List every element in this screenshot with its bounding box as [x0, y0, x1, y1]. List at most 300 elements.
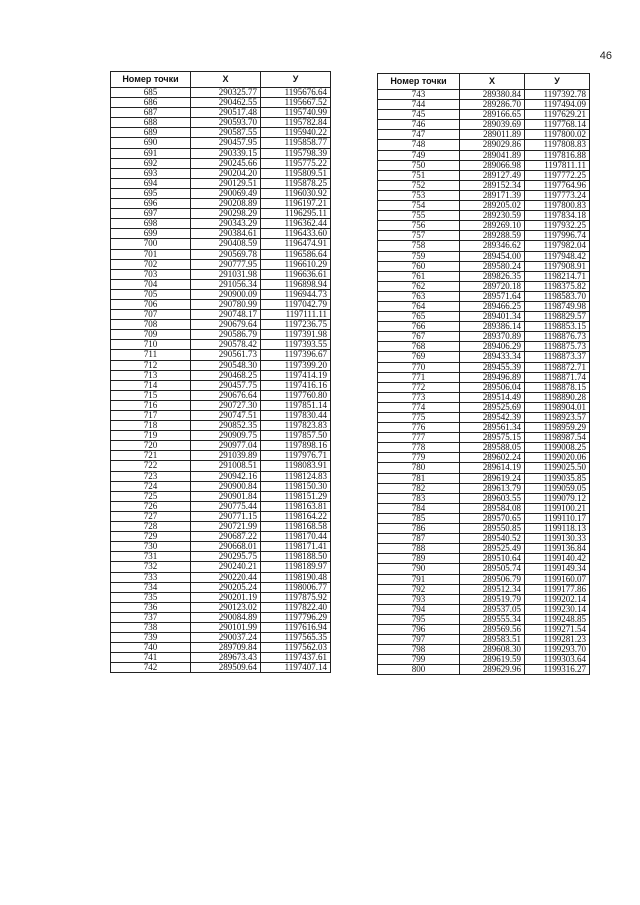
table-row	[378, 402, 590, 412]
y-coordinate-cell: 1197562.03	[261, 643, 331, 653]
point-number-cell: 763	[378, 291, 460, 301]
y-coordinate-cell: 1196898.94	[261, 279, 331, 289]
table-row	[111, 552, 331, 562]
point-number-cell: 790	[378, 564, 460, 574]
point-number-cell: 753	[378, 190, 460, 200]
table-row	[378, 281, 590, 291]
y-coordinate-cell: 1198904.01	[525, 402, 590, 412]
x-coordinate-cell: 289588.05	[460, 443, 525, 453]
x-coordinate-cell: 289540.52	[460, 534, 525, 544]
x-coordinate-cell: 289608.30	[460, 645, 525, 655]
y-coordinate-cell: 1199230.14	[525, 604, 590, 614]
x-coordinate-cell: 290775.44	[191, 501, 261, 511]
x-coordinate-cell: 289629.96	[460, 665, 525, 675]
point-number-cell: 758	[378, 241, 460, 251]
point-number-cell: 716	[111, 400, 191, 410]
y-coordinate-cell: 1199035.85	[525, 473, 590, 483]
x-coordinate-cell: 289406.29	[460, 342, 525, 352]
table-body-left	[111, 88, 331, 673]
table-row	[378, 544, 590, 554]
table-row	[378, 150, 590, 160]
y-coordinate-cell: 1198872.71	[525, 362, 590, 372]
point-number-cell: 768	[378, 342, 460, 352]
x-coordinate-cell: 289542.39	[460, 413, 525, 423]
table-row	[111, 138, 331, 148]
point-number-cell: 701	[111, 249, 191, 259]
y-coordinate-cell: 1197822.40	[261, 602, 331, 612]
x-coordinate-cell: 290205.24	[191, 582, 261, 592]
point-number-cell: 748	[378, 140, 460, 150]
y-coordinate-cell: 1196197.21	[261, 199, 331, 209]
y-coordinate-cell: 1198189.97	[261, 562, 331, 572]
y-coordinate-cell: 1197823.83	[261, 421, 331, 431]
table-row	[111, 572, 331, 582]
point-number-cell: 734	[111, 582, 191, 592]
x-coordinate-cell: 289166.65	[460, 110, 525, 120]
x-coordinate-cell: 290586.79	[191, 330, 261, 340]
x-coordinate-cell: 289580.24	[460, 261, 525, 271]
point-number-cell: 798	[378, 645, 460, 655]
coordinates-table-left	[110, 71, 331, 673]
point-number-cell: 744	[378, 100, 460, 110]
x-coordinate-cell: 290462.55	[191, 98, 261, 108]
table-row	[378, 433, 590, 443]
point-number-cell: 754	[378, 201, 460, 211]
point-number-cell: 715	[111, 390, 191, 400]
point-number-cell: 737	[111, 612, 191, 622]
x-coordinate-cell: 291008.51	[191, 461, 261, 471]
table-row	[378, 513, 590, 523]
x-coordinate-cell: 289230.59	[460, 211, 525, 221]
x-coordinate-cell: 289029.86	[460, 140, 525, 150]
x-coordinate-cell: 289512.34	[460, 584, 525, 594]
y-coordinate-cell: 1199110.17	[525, 513, 590, 523]
point-number-cell: 752	[378, 180, 460, 190]
x-coordinate-cell: 290245.66	[191, 158, 261, 168]
table-row	[378, 554, 590, 564]
x-coordinate-cell: 289401.34	[460, 312, 525, 322]
y-coordinate-cell: 1199149.34	[525, 564, 590, 574]
x-coordinate-cell: 289575.15	[460, 433, 525, 443]
y-coordinate-cell: 1198749.98	[525, 301, 590, 311]
y-coordinate-cell: 1198853.15	[525, 322, 590, 332]
y-coordinate-cell: 1197773.24	[525, 190, 590, 200]
x-coordinate-cell: 289386.14	[460, 322, 525, 332]
point-number-cell: 717	[111, 411, 191, 421]
point-number-cell: 749	[378, 150, 460, 160]
point-number-cell: 708	[111, 320, 191, 330]
y-coordinate-cell: 1199136.84	[525, 544, 590, 554]
y-coordinate-cell: 1197851.14	[261, 400, 331, 410]
x-coordinate-cell: 289602.24	[460, 453, 525, 463]
y-coordinate-cell: 1199079.12	[525, 493, 590, 503]
table-row	[378, 443, 590, 453]
table-row	[111, 168, 331, 178]
point-number-cell: 697	[111, 209, 191, 219]
point-number-cell: 694	[111, 178, 191, 188]
table-row	[378, 413, 590, 423]
point-number-cell: 778	[378, 443, 460, 453]
x-coordinate-cell: 289583.51	[460, 635, 525, 645]
x-coordinate-cell: 289286.70	[460, 100, 525, 110]
table-row	[111, 532, 331, 542]
point-number-cell: 777	[378, 433, 460, 443]
y-coordinate-cell: 1197437.61	[261, 653, 331, 663]
table-row	[378, 261, 590, 271]
table-row	[111, 118, 331, 128]
y-coordinate-cell: 1195809.51	[261, 168, 331, 178]
table-row	[378, 453, 590, 463]
table-row	[378, 372, 590, 382]
table-row	[378, 604, 590, 614]
point-number-cell: 789	[378, 554, 460, 564]
point-number-cell: 740	[111, 643, 191, 653]
table-row	[378, 221, 590, 231]
point-number-cell: 735	[111, 592, 191, 602]
table-row	[111, 431, 331, 441]
table-row	[111, 421, 331, 431]
y-coordinate-cell: 1197416.16	[261, 380, 331, 390]
x-coordinate-cell: 290747.51	[191, 411, 261, 421]
table-row	[378, 160, 590, 170]
y-coordinate-cell: 1198959.29	[525, 423, 590, 433]
x-coordinate-cell: 290900.84	[191, 481, 261, 491]
table-row	[111, 441, 331, 451]
y-coordinate-cell: 1198878.15	[525, 382, 590, 392]
point-number-cell: 723	[111, 471, 191, 481]
y-coordinate-cell: 1197898.16	[261, 441, 331, 451]
point-number-cell: 698	[111, 219, 191, 229]
x-coordinate-cell: 291031.98	[191, 269, 261, 279]
y-coordinate-cell: 1197834.18	[525, 211, 590, 221]
table-row	[111, 350, 331, 360]
y-coordinate-cell: 1197236.75	[261, 320, 331, 330]
x-coordinate-cell: 289826.35	[460, 271, 525, 281]
x-coordinate-cell: 289127.49	[460, 170, 525, 180]
y-coordinate-cell: 1199118.13	[525, 524, 590, 534]
x-coordinate-cell: 290069.49	[191, 188, 261, 198]
point-number-cell: 724	[111, 481, 191, 491]
table-row	[378, 594, 590, 604]
y-coordinate-cell: 1197811.11	[525, 160, 590, 170]
x-coordinate-cell: 289506.79	[460, 574, 525, 584]
y-coordinate-cell: 1198006.77	[261, 582, 331, 592]
y-coordinate-cell: 1199140.42	[525, 554, 590, 564]
table-row	[378, 342, 590, 352]
x-coordinate-cell: 290587.55	[191, 128, 261, 138]
y-coordinate-cell: 1198150.30	[261, 481, 331, 491]
x-coordinate-cell: 290548.30	[191, 360, 261, 370]
x-coordinate-cell: 290220.44	[191, 572, 261, 582]
point-number-cell: 710	[111, 340, 191, 350]
table-row	[111, 663, 331, 673]
x-coordinate-cell: 290325.77	[191, 88, 261, 98]
x-coordinate-cell: 289519.79	[460, 594, 525, 604]
point-number-cell: 774	[378, 402, 460, 412]
x-coordinate-cell: 289525.69	[460, 402, 525, 412]
point-number-cell: 689	[111, 128, 191, 138]
x-coordinate-cell: 289011.89	[460, 130, 525, 140]
table-row	[378, 645, 590, 655]
x-coordinate-cell: 289205.02	[460, 201, 525, 211]
x-coordinate-cell: 290457.95	[191, 138, 261, 148]
table-row	[111, 239, 331, 249]
y-coordinate-cell: 1198170.44	[261, 532, 331, 542]
y-coordinate-cell: 1198171.41	[261, 542, 331, 552]
y-coordinate-cell: 1198163.81	[261, 501, 331, 511]
table-row	[378, 655, 590, 665]
point-number-cell: 722	[111, 461, 191, 471]
x-coordinate-cell: 289673.43	[191, 653, 261, 663]
point-number-cell: 691	[111, 148, 191, 158]
y-coordinate-cell: 1198151.29	[261, 491, 331, 501]
x-coordinate-cell: 290578.42	[191, 340, 261, 350]
x-coordinate-cell: 290852.35	[191, 421, 261, 431]
table-row	[378, 382, 590, 392]
table-row	[378, 584, 590, 594]
y-coordinate-cell: 1199248.85	[525, 614, 590, 624]
table-row	[111, 188, 331, 198]
y-coordinate-cell: 1197111.11	[261, 310, 331, 320]
table-row	[111, 491, 331, 501]
x-coordinate-cell: 289569.56	[460, 624, 525, 634]
point-number-cell: 687	[111, 108, 191, 118]
x-coordinate-cell: 289454.00	[460, 251, 525, 261]
x-coordinate-cell: 290298.29	[191, 209, 261, 219]
x-coordinate-cell: 290037.24	[191, 633, 261, 643]
x-coordinate-cell: 289506.04	[460, 382, 525, 392]
point-number-cell: 755	[378, 211, 460, 221]
table-row	[111, 370, 331, 380]
table-row	[111, 592, 331, 602]
y-coordinate-cell: 1196610.29	[261, 259, 331, 269]
table-row	[111, 562, 331, 572]
y-coordinate-cell: 1198871.74	[525, 372, 590, 382]
table-row	[378, 190, 590, 200]
point-number-cell: 788	[378, 544, 460, 554]
x-coordinate-cell: 290901.84	[191, 491, 261, 501]
point-number-cell: 730	[111, 542, 191, 552]
x-coordinate-cell: 291039.89	[191, 451, 261, 461]
x-coordinate-cell: 290780.99	[191, 299, 261, 309]
y-coordinate-cell: 1198890.28	[525, 392, 590, 402]
y-coordinate-cell: 1199303.64	[525, 655, 590, 665]
y-coordinate-cell: 1197996.74	[525, 231, 590, 241]
point-number-cell: 693	[111, 168, 191, 178]
y-coordinate-cell: 1197796.29	[261, 612, 331, 622]
table-row	[111, 249, 331, 259]
x-coordinate-cell: 290771.15	[191, 511, 261, 521]
point-number-cell: 747	[378, 130, 460, 140]
table-row	[378, 352, 590, 362]
x-coordinate-cell: 290208.89	[191, 199, 261, 209]
y-coordinate-cell: 1197976.71	[261, 451, 331, 461]
x-coordinate-cell: 289619.24	[460, 473, 525, 483]
x-coordinate-cell: 289619.59	[460, 655, 525, 665]
table-row	[378, 100, 590, 110]
point-number-cell: 699	[111, 229, 191, 239]
y-coordinate-cell: 1197494.09	[525, 100, 590, 110]
table-row	[378, 271, 590, 281]
point-number-cell: 700	[111, 239, 191, 249]
point-number-cell: 770	[378, 362, 460, 372]
y-coordinate-cell: 1199020.06	[525, 453, 590, 463]
x-coordinate-cell: 289152.34	[460, 180, 525, 190]
x-coordinate-cell: 289561.34	[460, 423, 525, 433]
y-coordinate-cell: 1198188.50	[261, 552, 331, 562]
table-row	[378, 170, 590, 180]
point-number-cell: 686	[111, 98, 191, 108]
y-coordinate-cell: 1197042.79	[261, 299, 331, 309]
table-row	[378, 534, 590, 544]
table-row	[111, 269, 331, 279]
y-coordinate-cell: 1198873.37	[525, 352, 590, 362]
x-coordinate-cell: 290129.51	[191, 178, 261, 188]
x-coordinate-cell: 289455.39	[460, 362, 525, 372]
x-coordinate-cell: 290343.29	[191, 219, 261, 229]
x-coordinate-cell: 290468.25	[191, 370, 261, 380]
x-coordinate-cell: 290668.01	[191, 542, 261, 552]
point-number-cell: 769	[378, 352, 460, 362]
table-row	[378, 564, 590, 574]
y-coordinate-cell: 1198375.82	[525, 281, 590, 291]
point-number-cell: 779	[378, 453, 460, 463]
table-row	[111, 582, 331, 592]
y-coordinate-cell: 1199059.05	[525, 483, 590, 493]
point-number-cell: 741	[111, 653, 191, 663]
point-number-cell: 793	[378, 594, 460, 604]
x-coordinate-cell: 290687.22	[191, 532, 261, 542]
y-coordinate-cell: 1196636.61	[261, 269, 331, 279]
y-coordinate-cell: 1196944.73	[261, 289, 331, 299]
x-coordinate-cell: 289496.89	[460, 372, 525, 382]
point-number-cell: 690	[111, 138, 191, 148]
point-number-cell: 767	[378, 332, 460, 342]
table-row	[378, 503, 590, 513]
y-coordinate-cell: 1197393.55	[261, 340, 331, 350]
y-coordinate-cell: 1195667.52	[261, 98, 331, 108]
y-coordinate-cell: 1197764.96	[525, 180, 590, 190]
table-row	[378, 332, 590, 342]
x-coordinate-cell: 290201.19	[191, 592, 261, 602]
y-coordinate-cell: 1199177.86	[525, 584, 590, 594]
y-coordinate-cell: 1197800.02	[525, 130, 590, 140]
table-row	[111, 612, 331, 622]
x-coordinate-cell: 289555.34	[460, 614, 525, 624]
point-number-cell: 776	[378, 423, 460, 433]
point-number-cell: 796	[378, 624, 460, 634]
point-number-cell: 800	[378, 665, 460, 675]
table-row	[111, 522, 331, 532]
point-number-cell: 745	[378, 110, 460, 120]
y-coordinate-cell: 1197760.80	[261, 390, 331, 400]
x-coordinate-cell: 290679.64	[191, 320, 261, 330]
table-row	[111, 289, 331, 299]
column-header-y: У	[525, 74, 590, 90]
table-row	[111, 411, 331, 421]
table-row	[111, 461, 331, 471]
table-row	[111, 320, 331, 330]
y-coordinate-cell: 1199130.33	[525, 534, 590, 544]
x-coordinate-cell: 290204.20	[191, 168, 261, 178]
y-coordinate-cell: 1198168.58	[261, 522, 331, 532]
point-number-cell: 795	[378, 614, 460, 624]
point-number-cell: 757	[378, 231, 460, 241]
table-row	[378, 524, 590, 534]
y-coordinate-cell: 1197875.92	[261, 592, 331, 602]
x-coordinate-cell: 289603.55	[460, 493, 525, 503]
table-row	[111, 148, 331, 158]
y-coordinate-cell: 1198214.71	[525, 271, 590, 281]
point-number-cell: 714	[111, 380, 191, 390]
table-row	[378, 180, 590, 190]
table-row	[378, 140, 590, 150]
x-coordinate-cell: 289041.89	[460, 150, 525, 160]
y-coordinate-cell: 1197857.50	[261, 431, 331, 441]
table-row	[378, 483, 590, 493]
table-row	[378, 473, 590, 483]
table-row	[111, 209, 331, 219]
y-coordinate-cell: 1198190.48	[261, 572, 331, 582]
y-coordinate-cell: 1198829.57	[525, 312, 590, 322]
table-row	[111, 643, 331, 653]
table-row	[111, 279, 331, 289]
point-number-cell: 721	[111, 451, 191, 461]
y-coordinate-cell: 1196586.64	[261, 249, 331, 259]
point-number-cell: 738	[111, 622, 191, 632]
table-header-row	[111, 72, 331, 88]
y-coordinate-cell: 1195775.22	[261, 158, 331, 168]
x-coordinate-cell: 290909.75	[191, 431, 261, 441]
column-header-point-number: Номер точки	[378, 74, 460, 90]
table-row	[111, 219, 331, 229]
table-row	[378, 624, 590, 634]
point-number-cell: 719	[111, 431, 191, 441]
x-coordinate-cell: 290457.75	[191, 380, 261, 390]
y-coordinate-cell: 1197830.44	[261, 411, 331, 421]
x-coordinate-cell: 290676.64	[191, 390, 261, 400]
table-row	[111, 471, 331, 481]
y-coordinate-cell: 1197392.78	[525, 90, 590, 100]
point-number-cell: 799	[378, 655, 460, 665]
table-row	[111, 299, 331, 309]
y-coordinate-cell: 1198923.57	[525, 413, 590, 423]
y-coordinate-cell: 1195858.77	[261, 138, 331, 148]
y-coordinate-cell: 1199271.54	[525, 624, 590, 634]
table-row	[378, 392, 590, 402]
x-coordinate-cell: 289370.89	[460, 332, 525, 342]
x-coordinate-cell: 290561.73	[191, 350, 261, 360]
point-number-cell: 704	[111, 279, 191, 289]
y-coordinate-cell: 1199316.27	[525, 665, 590, 675]
point-number-cell: 692	[111, 158, 191, 168]
table-row	[378, 574, 590, 584]
point-number-cell: 787	[378, 534, 460, 544]
y-coordinate-cell: 1198875.73	[525, 342, 590, 352]
x-coordinate-cell: 289537.05	[460, 604, 525, 614]
point-number-cell: 764	[378, 301, 460, 311]
y-coordinate-cell: 1199025.50	[525, 463, 590, 473]
y-coordinate-cell: 1197407.14	[261, 663, 331, 673]
x-coordinate-cell: 289571.64	[460, 291, 525, 301]
y-coordinate-cell: 1197948.42	[525, 251, 590, 261]
y-coordinate-cell: 1198124.83	[261, 471, 331, 481]
table-row	[378, 251, 590, 261]
table-row	[111, 380, 331, 390]
x-coordinate-cell: 289550.85	[460, 524, 525, 534]
x-coordinate-cell: 290384.61	[191, 229, 261, 239]
point-number-cell: 760	[378, 261, 460, 271]
